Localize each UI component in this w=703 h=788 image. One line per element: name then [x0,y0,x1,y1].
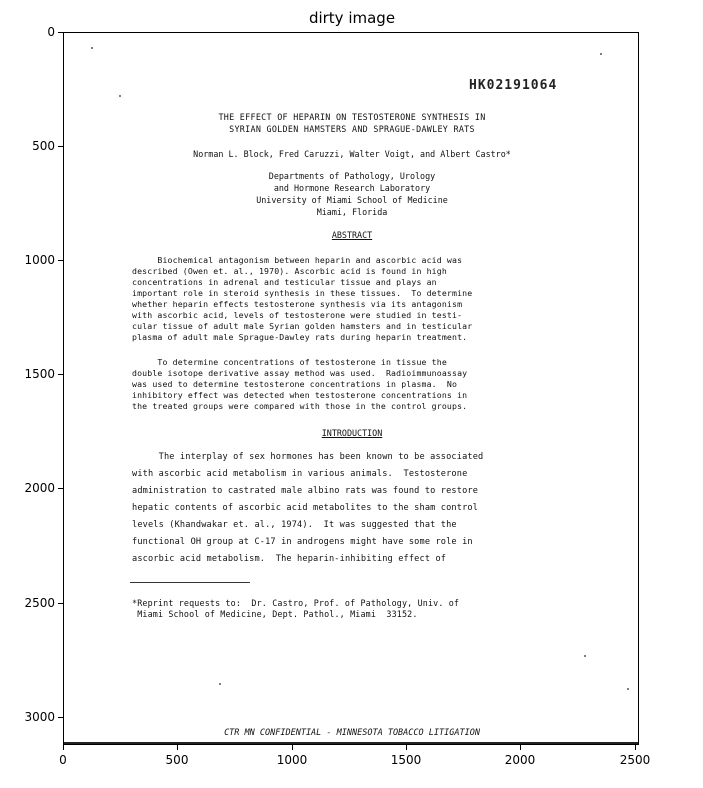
x-tick-label: 1000 [276,753,308,767]
y-tick-label: 2000 [24,481,55,495]
intro-line: administration to castrated male albino rats was found to restore [132,486,479,496]
image-axes [63,32,639,745]
x-tick-label: 2500 [619,753,651,767]
y-tick [58,488,63,489]
abstract-line: Biochemical antagonism between heparin and ascorbic acid was [132,255,463,265]
y-tick-label: 500 [32,139,55,153]
y-tick-label: 3000 [24,710,55,724]
abstract-line: double isotope derivative assay method was used. Radioimmunoassay [132,368,468,378]
x-tick-label: 2000 [504,753,536,767]
authors-line: Norman L. Block, Fred Caruzzi, Walter Voigt, and Albert Castro* [193,149,511,159]
x-tick [63,745,64,750]
affiliation-line-2: and Hormone Research Laboratory [273,183,431,193]
x-tick [520,745,521,750]
x-tick [406,745,407,750]
abstract-line: inhibitory effect was detected when testosterone concentrations in [132,390,468,400]
x-tick-label: 0 [59,753,67,767]
intro-line: The interplay of sex hormones has been known to be associated [132,452,484,462]
y-tick-label: 1000 [24,253,55,267]
abstract-line: whether heparin effects testosterone synthesis via its antagonism [132,299,463,309]
scan-speck [219,683,221,685]
x-tick-label: 500 [165,753,189,767]
y-tick [58,374,63,375]
footnote-line-1: *Reprint requests to: Dr. Castro, Prof. of Pathology, Univ. of [132,598,460,608]
affiliation-line-3: University of Miami School of Medicine [256,195,448,205]
paper-title-line-2: SYRIAN GOLDEN HAMSTERS AND SPRAGUE-DAWLEY RATS [229,124,475,134]
abstract-line: To determine concentrations of testosterone in tissue the [132,357,447,367]
abstract-line: important role in steroid synthesis in these tissues. To determine [132,288,473,298]
x-tick-label: 1500 [390,753,422,767]
y-tick [58,260,63,261]
scan-speck [600,53,602,55]
abstract-line: cular tissue of adult male Syrian golden hamsters and in testicular [132,321,473,331]
y-tick [58,146,63,147]
y-tick [58,32,63,33]
scan-speck [584,655,586,657]
footnote-rule [130,582,250,583]
x-tick [292,745,293,750]
footer-stamp: CTR MN CONFIDENTIAL - MINNESOTA TOBACCO LITIGATION [224,728,480,738]
introduction-heading: INTRODUCTION [321,428,383,438]
y-tick [58,603,63,604]
affiliation-line-4: Miami, Florida [316,207,388,217]
y-tick-label: 2500 [24,596,55,610]
intro-line: ascorbic acid metabolism. The heparin-inhibiting effect of [132,554,447,564]
scan-speck [119,95,121,97]
paper-title-line-1: THE EFFECT OF HEPARIN ON TESTOSTERONE SYNTHESIS IN [218,112,486,122]
abstract-heading: ABSTRACT [331,230,373,240]
intro-line: hepatic contents of ascorbic acid metabolites to the sham control [132,503,479,513]
abstract-line: described (Owen et. al., 1970). Ascorbic acid is found in high [132,266,447,276]
y-tick-label: 0 [47,25,55,39]
intro-line: levels (Khandwakar et. al., 1974). It was suggested that the [132,520,457,530]
figure-title: dirty image [308,9,396,27]
scan-bottom-edge [64,742,639,744]
document-code: HK02191064 [469,78,558,93]
y-tick-label: 1500 [24,367,55,381]
intro-line: functional OH group at C-17 in androgens might have some role in [132,537,473,547]
scan-speck [91,47,93,49]
x-tick [635,745,636,750]
abstract-line: was used to determine testosterone concentrations in plasma. No [132,379,458,389]
affiliation-line-1: Departments of Pathology, Urology [268,171,436,181]
y-tick [58,717,63,718]
footnote-line-2: Miami School of Medicine, Dept. Pathol., Miami 33152. [132,609,418,619]
scan-speck [627,688,629,690]
abstract-line: the treated groups were compared with those in the control groups. [132,401,468,411]
abstract-line: with ascorbic acid, levels of testosterone were studied in testi- [132,310,463,320]
intro-line: with ascorbic acid metabolism in various animals. Testosterone [132,469,468,479]
abstract-line: concentrations in adrenal and testicular tissue and plays an [132,277,437,287]
abstract-line: plasma of adult male Sprague-Dawley rats during heparin treatment. [132,332,468,342]
x-tick [177,745,178,750]
